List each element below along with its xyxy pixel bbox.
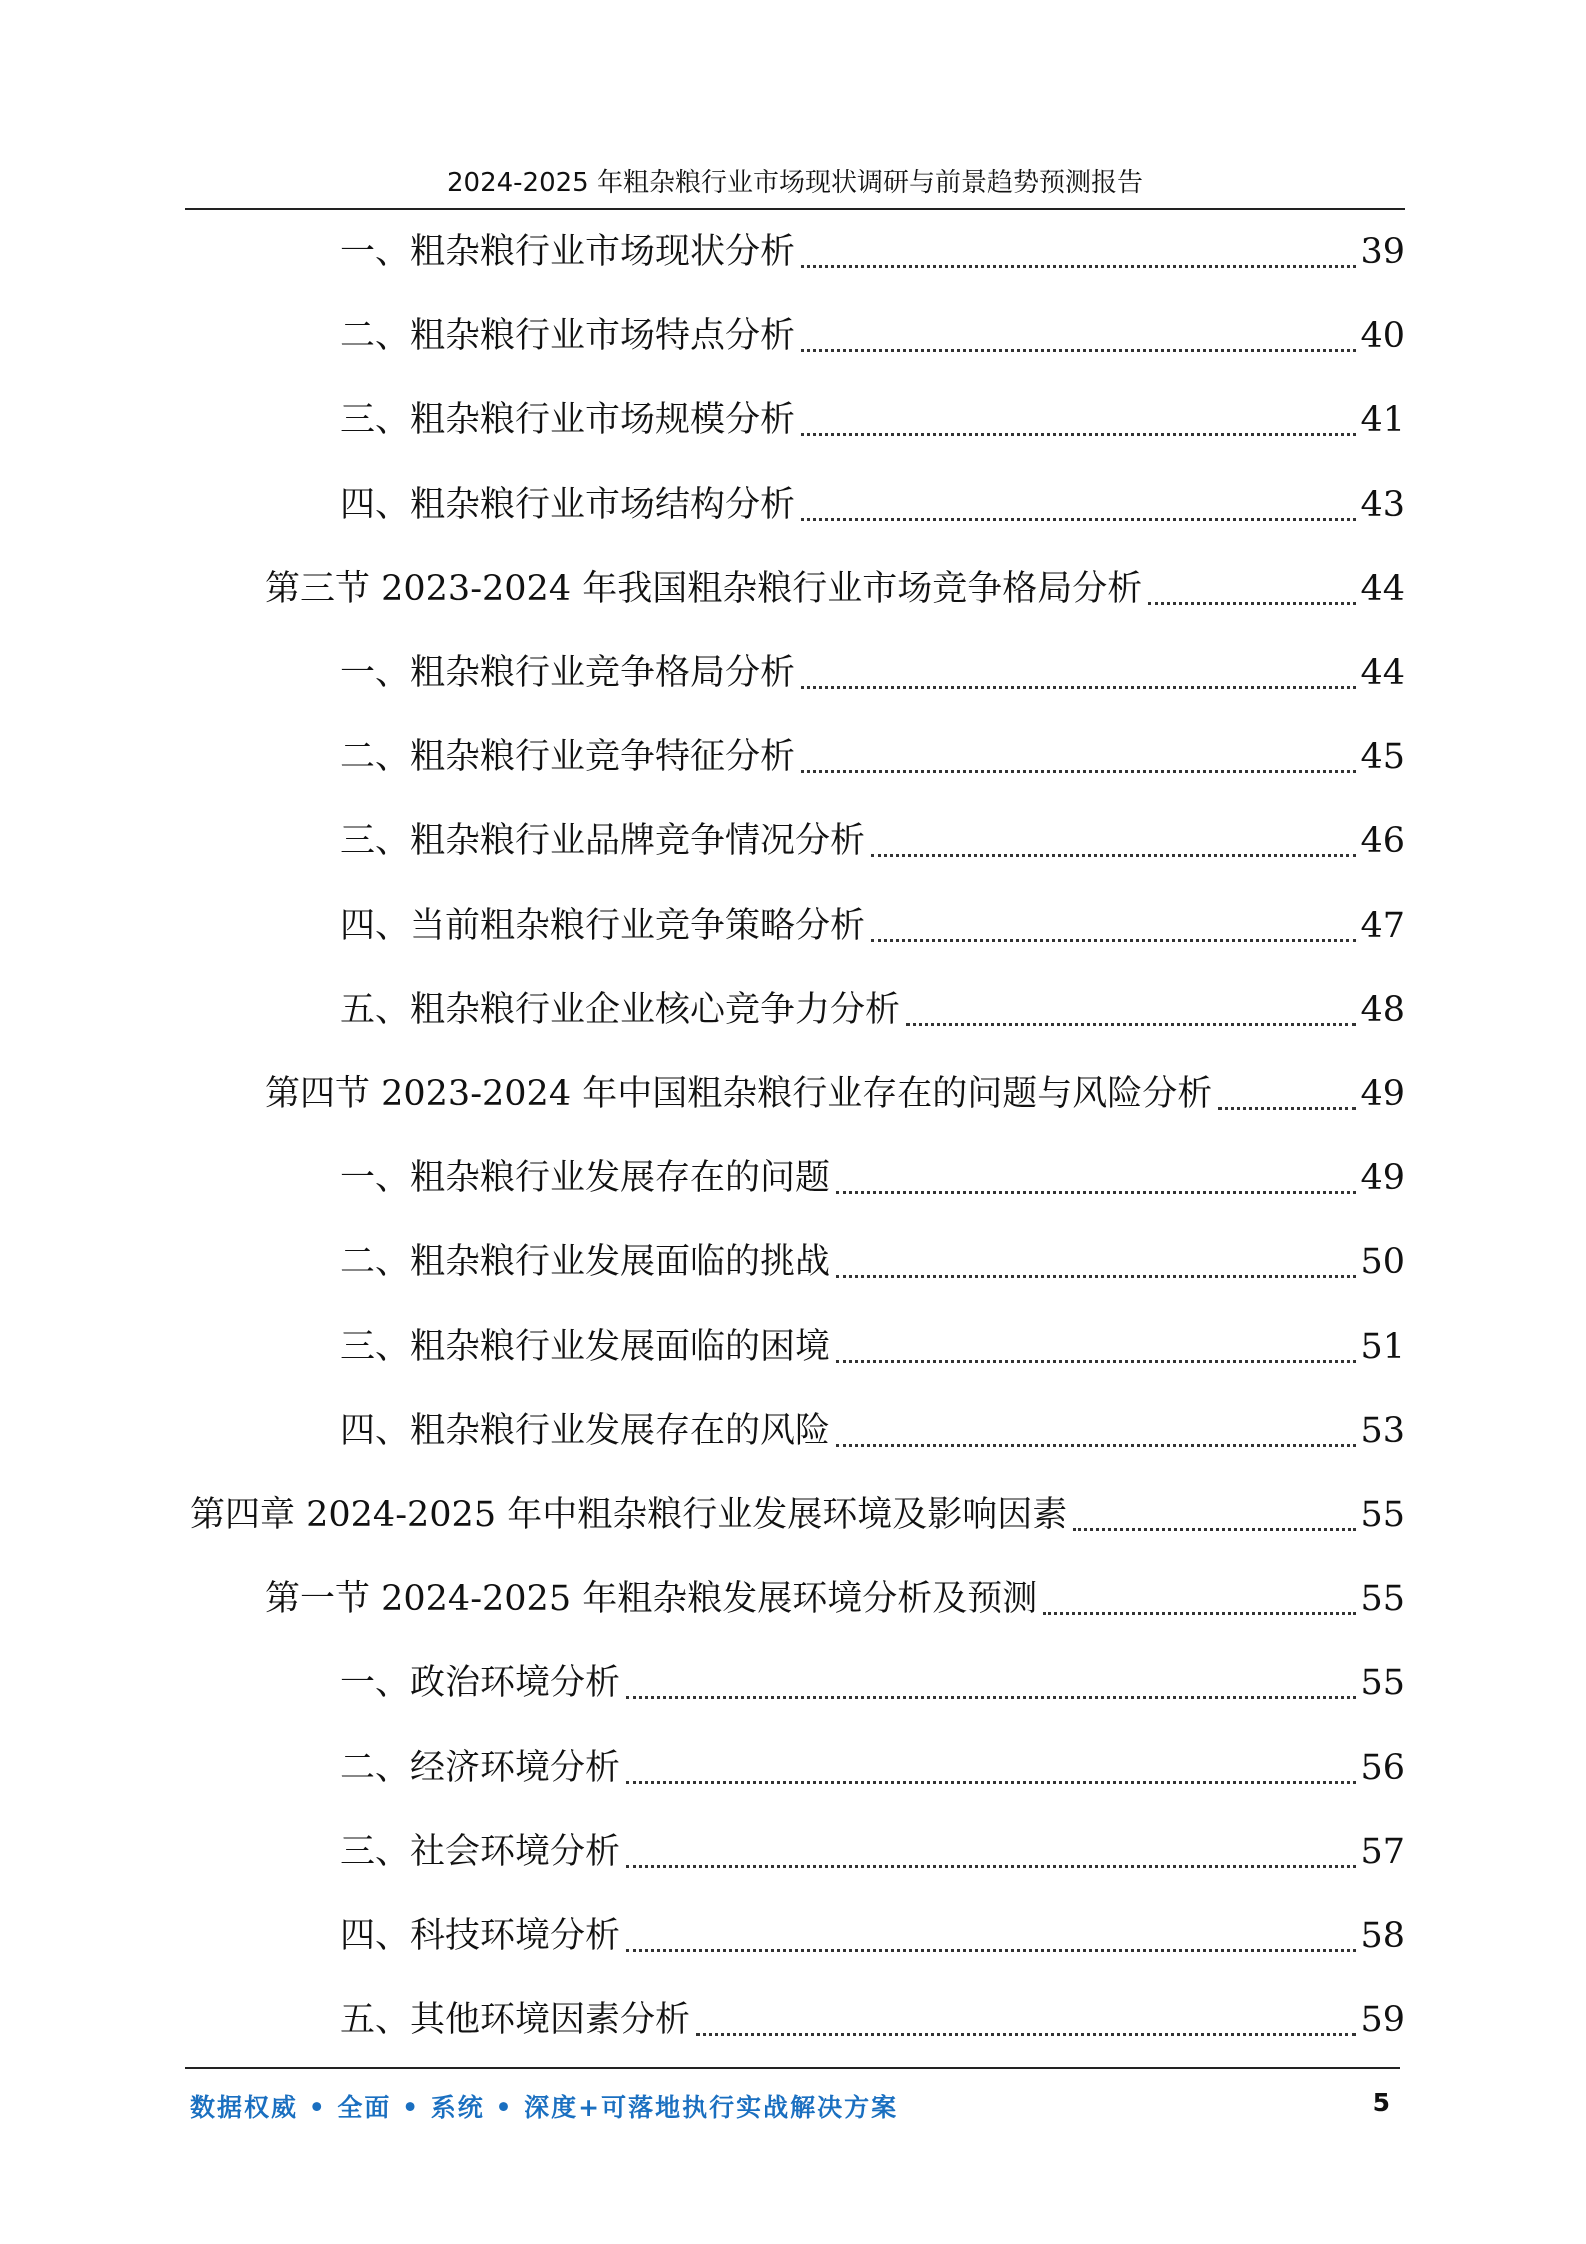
- toc-entry-page: 49: [1360, 1074, 1405, 1114]
- toc-entry-page: 46: [1360, 821, 1405, 862]
- toc-entry-title: 三、粗杂粮行业品牌竞争情况分析: [340, 821, 866, 862]
- toc-leader-dots: [801, 686, 1356, 689]
- toc-entry-title: 一、粗杂粮行业发展存在的问题: [340, 1158, 831, 1199]
- toc-entry-page: 44: [1360, 653, 1405, 693]
- toc-entry-item[interactable]: [340, 896, 1405, 956]
- toc-entry-item[interactable]: [340, 306, 1405, 366]
- toc-entry-item[interactable]: [340, 1653, 1405, 1713]
- toc-leader-dots: [906, 1023, 1356, 1026]
- toc-entry-section[interactable]: [265, 559, 1405, 619]
- toc-entry-title: 第四章 2024-2025 年中粗杂粮行业发展环境及影响因素: [190, 1495, 1068, 1535]
- toc-entry-section[interactable]: [265, 1569, 1405, 1629]
- toc-leader-dots: [871, 854, 1356, 857]
- toc-leader-dots: [801, 349, 1356, 352]
- toc-entry-page: 58: [1360, 1916, 1405, 1956]
- toc-entry-title: 三、社会环境分析: [340, 1831, 621, 1872]
- toc-entry-title: 三、粗杂粮行业发展面临的困境: [340, 1326, 831, 1367]
- toc-entry-page: 57: [1360, 1831, 1405, 1872]
- toc-entry-title: 二、经济环境分析: [340, 1747, 621, 1788]
- toc-entry-title: 二、粗杂粮行业发展面临的挑战: [340, 1242, 831, 1283]
- toc-leader-dots: [871, 939, 1356, 942]
- toc-entry-title: 第一节 2024-2025 年粗杂粮发展环境分析及预测: [265, 1579, 1038, 1620]
- toc-entry-title: 第三节 2023-2024 年我国粗杂粮行业市场竞争格局分析: [265, 568, 1143, 609]
- toc-leader-dots: [626, 1949, 1356, 1952]
- toc-leader-dots: [1148, 602, 1356, 605]
- toc-leader-dots: [626, 1696, 1356, 1699]
- toc-entry-page: 53: [1360, 1410, 1405, 1451]
- toc-entry-page: 56: [1360, 1747, 1405, 1788]
- toc-leader-dots: [801, 433, 1356, 436]
- toc-entry-page: 44: [1360, 568, 1405, 609]
- toc-entry-title: 四、粗杂粮行业发展存在的风险: [340, 1410, 831, 1451]
- toc-entry-page: 55: [1360, 1663, 1405, 1704]
- toc-entry-page: 39: [1360, 232, 1405, 272]
- toc-leader-dots: [801, 518, 1356, 521]
- toc-entry-title: 三、粗杂粮行业市场规模分析: [340, 400, 796, 441]
- toc-entry-title: 二、粗杂粮行业市场特点分析: [340, 316, 796, 357]
- toc-leader-dots: [1073, 1528, 1356, 1531]
- toc-entry-title: 二、粗杂粮行业竞争特征分析: [340, 737, 796, 778]
- toc-entry-page: 51: [1360, 1326, 1405, 1367]
- toc-entry-title: 四、科技环境分析: [340, 1916, 621, 1956]
- toc-entry-item[interactable]: [340, 1317, 1405, 1377]
- toc-leader-dots: [836, 1444, 1356, 1447]
- toc-entry-item[interactable]: [340, 1822, 1405, 1882]
- toc-leader-dots: [836, 1191, 1356, 1194]
- toc-entry-page: 43: [1360, 484, 1405, 525]
- page-number: 5: [1372, 2088, 1390, 2117]
- toc-entry-page: 59: [1360, 2000, 1405, 2041]
- toc-entry-title: 四、当前粗杂粮行业竞争策略分析: [340, 905, 866, 946]
- toc-entry-item[interactable]: [340, 643, 1405, 703]
- toc-entry-title: 五、粗杂粮行业企业核心竞争力分析: [340, 989, 901, 1030]
- toc-entry-title: 五、其他环境因素分析: [340, 2000, 691, 2041]
- toc-entry-item[interactable]: [340, 980, 1405, 1040]
- toc-leader-dots: [801, 265, 1356, 268]
- toc-leader-dots: [626, 1781, 1356, 1784]
- toc-entry-item[interactable]: [340, 1232, 1405, 1292]
- toc-entry-item[interactable]: [340, 1148, 1405, 1208]
- toc-entry-item[interactable]: [340, 727, 1405, 787]
- toc-leader-dots: [836, 1360, 1356, 1363]
- toc-entry-item[interactable]: [340, 1906, 1405, 1966]
- toc-entry-page: 55: [1360, 1579, 1405, 1620]
- toc-entry-item[interactable]: [340, 811, 1405, 871]
- toc-leader-dots: [801, 770, 1356, 773]
- toc-leader-dots: [836, 1275, 1356, 1278]
- toc-entry-item[interactable]: [340, 222, 1405, 282]
- header-divider: [185, 208, 1405, 210]
- toc-entry-page: 55: [1360, 1495, 1405, 1535]
- toc-entry-section[interactable]: [265, 1064, 1405, 1124]
- toc-entry-title: 一、粗杂粮行业竞争格局分析: [340, 653, 796, 693]
- toc-entry-page: 48: [1360, 989, 1405, 1030]
- toc-entry-item[interactable]: [340, 1401, 1405, 1461]
- toc-entry-title: 一、粗杂粮行业市场现状分析: [340, 232, 796, 272]
- toc-entry-title: 四、粗杂粮行业市场结构分析: [340, 484, 796, 525]
- toc-entry-chapter[interactable]: [190, 1485, 1405, 1545]
- toc-entry-page: 47: [1360, 905, 1405, 946]
- toc-entry-page: 41: [1360, 400, 1405, 441]
- footer-divider: [185, 2067, 1400, 2069]
- toc-entry-title: 一、政治环境分析: [340, 1663, 621, 1704]
- page-header-title: 2024-2025 年粗杂粮行业市场现状调研与前景趋势预测报告: [447, 168, 1143, 198]
- toc-entry-page: 45: [1360, 737, 1405, 778]
- toc-entry-page: 50: [1360, 1242, 1405, 1283]
- toc-entry-item[interactable]: [340, 475, 1405, 535]
- toc-leader-dots: [1218, 1107, 1356, 1110]
- toc-entry-item[interactable]: [340, 1990, 1405, 2050]
- toc-leader-dots: [626, 1865, 1356, 1868]
- toc-entry-title: 第四节 2023-2024 年中国粗杂粮行业存在的问题与风险分析: [265, 1074, 1213, 1114]
- footer-slogan: 数据权威 • 全面 • 系统 • 深度+可落地执行实战解决方案: [190, 2093, 899, 2122]
- toc-leader-dots: [1043, 1612, 1356, 1615]
- toc-leader-dots: [696, 2033, 1356, 2036]
- toc-entry-page: 49: [1360, 1158, 1405, 1199]
- toc-entry-item[interactable]: [340, 390, 1405, 450]
- toc-entry-item[interactable]: [340, 1738, 1405, 1798]
- toc-entry-page: 40: [1360, 316, 1405, 357]
